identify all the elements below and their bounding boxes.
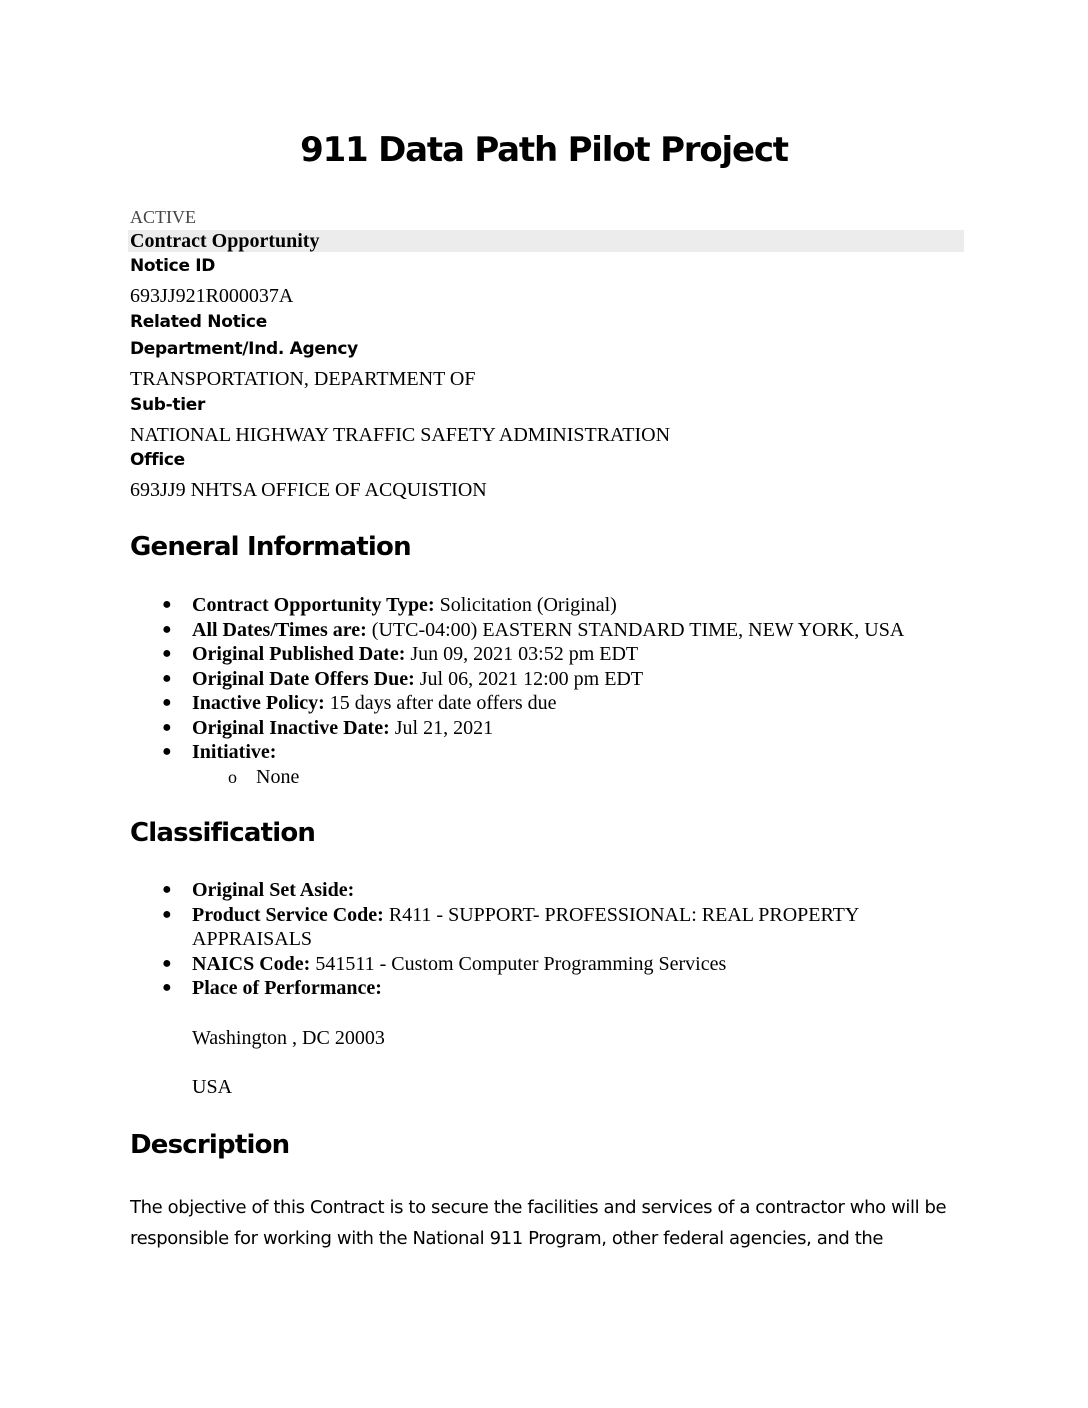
list-item <box>130 903 960 952</box>
item-label: Contract Opportunity Type: <box>192 594 435 616</box>
circle-bullet-icon: o <box>228 766 237 787</box>
item-label: Original Inactive Date: <box>192 716 390 739</box>
bullet-icon: ● <box>162 694 172 711</box>
list-item <box>130 716 960 741</box>
department-label: Department/Ind. Agency <box>130 339 358 359</box>
item-value: Solicitation (Original) <box>434 594 617 616</box>
subtier-label: Sub-tier <box>130 395 206 415</box>
initiative-value: None <box>256 765 300 788</box>
item-value: Jun 09, 2021 03:52 pm EDT <box>405 643 639 665</box>
item-value: 541511 - Custom Computer Programming Services <box>310 952 727 975</box>
list-item <box>130 740 960 765</box>
list-item <box>130 691 960 716</box>
status-label: ACTIVE <box>130 207 196 227</box>
related-notice-label: Related Notice <box>130 312 267 332</box>
item-label: Initiative: <box>192 741 277 763</box>
bullet-icon: ● <box>162 743 172 760</box>
place-line-2: USA <box>192 1076 233 1098</box>
notice-id-value: 693JJ921R000037A <box>130 285 294 307</box>
department-value: TRANSPORTATION, DEPARTMENT OF <box>130 368 476 390</box>
item-value: (UTC-04:00) EASTERN STANDARD TIME, NEW YORK, USA <box>366 618 905 641</box>
classification-list <box>130 878 960 1001</box>
place-line-1: Washington , DC 20003 <box>192 1027 385 1049</box>
item-label: Original Date Offers Due: <box>192 667 415 690</box>
general-info-heading: General Information <box>130 532 411 562</box>
bullet-icon: ● <box>162 620 172 638</box>
item-label: NAICS Code: <box>192 952 311 975</box>
list-item <box>130 878 960 903</box>
item-label: Product Service Code: <box>192 903 384 926</box>
item-label: Original Set Aside: <box>192 879 355 901</box>
general-info-list <box>130 593 960 789</box>
sub-list-item <box>130 765 960 790</box>
item-label: Original Published Date: <box>192 643 406 665</box>
list-item <box>130 976 960 1001</box>
list-item <box>130 642 960 667</box>
bullet-icon: ● <box>162 596 172 613</box>
item-label: Inactive Policy: <box>192 692 325 714</box>
item-value: 15 days after date offers due <box>324 692 557 714</box>
bullet-icon: ● <box>162 954 172 972</box>
type-label: Contract Opportunity <box>130 230 320 252</box>
description-text: The objective of this Contract is to secure the facilities and services of a contractor who will be responsible for working with the National 911 Program, other federal agencies, and the <box>130 1197 947 1249</box>
notice-id-label: Notice ID <box>130 256 216 276</box>
item-value: R411 - SUPPORT- PROFESSIONAL: REAL PROPERTY APPRAISALS <box>192 903 859 950</box>
list-item <box>130 618 960 643</box>
page-title: 911 Data Path Pilot Project <box>300 130 788 170</box>
item-value: Jul 21, 2021 <box>389 716 494 739</box>
office-label: Office <box>130 450 185 470</box>
classification-heading: Classification <box>130 818 316 848</box>
list-item <box>130 593 960 618</box>
bullet-icon: ● <box>162 881 172 898</box>
item-label: All Dates/Times are: <box>192 618 367 641</box>
list-item <box>130 952 960 977</box>
item-label: Place of Performance: <box>192 977 382 999</box>
office-value: 693JJ9 NHTSA OFFICE OF ACQUISTION <box>130 479 487 501</box>
bullet-icon: ● <box>162 645 172 662</box>
subtier-value: NATIONAL HIGHWAY TRAFFIC SAFETY ADMINISTRATION <box>130 424 671 446</box>
description-heading: Description <box>130 1130 290 1160</box>
list-item <box>130 667 960 692</box>
bullet-icon: ● <box>162 718 172 736</box>
bullet-icon: ● <box>162 979 172 996</box>
bullet-icon: ● <box>162 905 172 923</box>
item-value: Jul 06, 2021 12:00 pm EDT <box>414 667 644 690</box>
bullet-icon: ● <box>162 669 172 687</box>
